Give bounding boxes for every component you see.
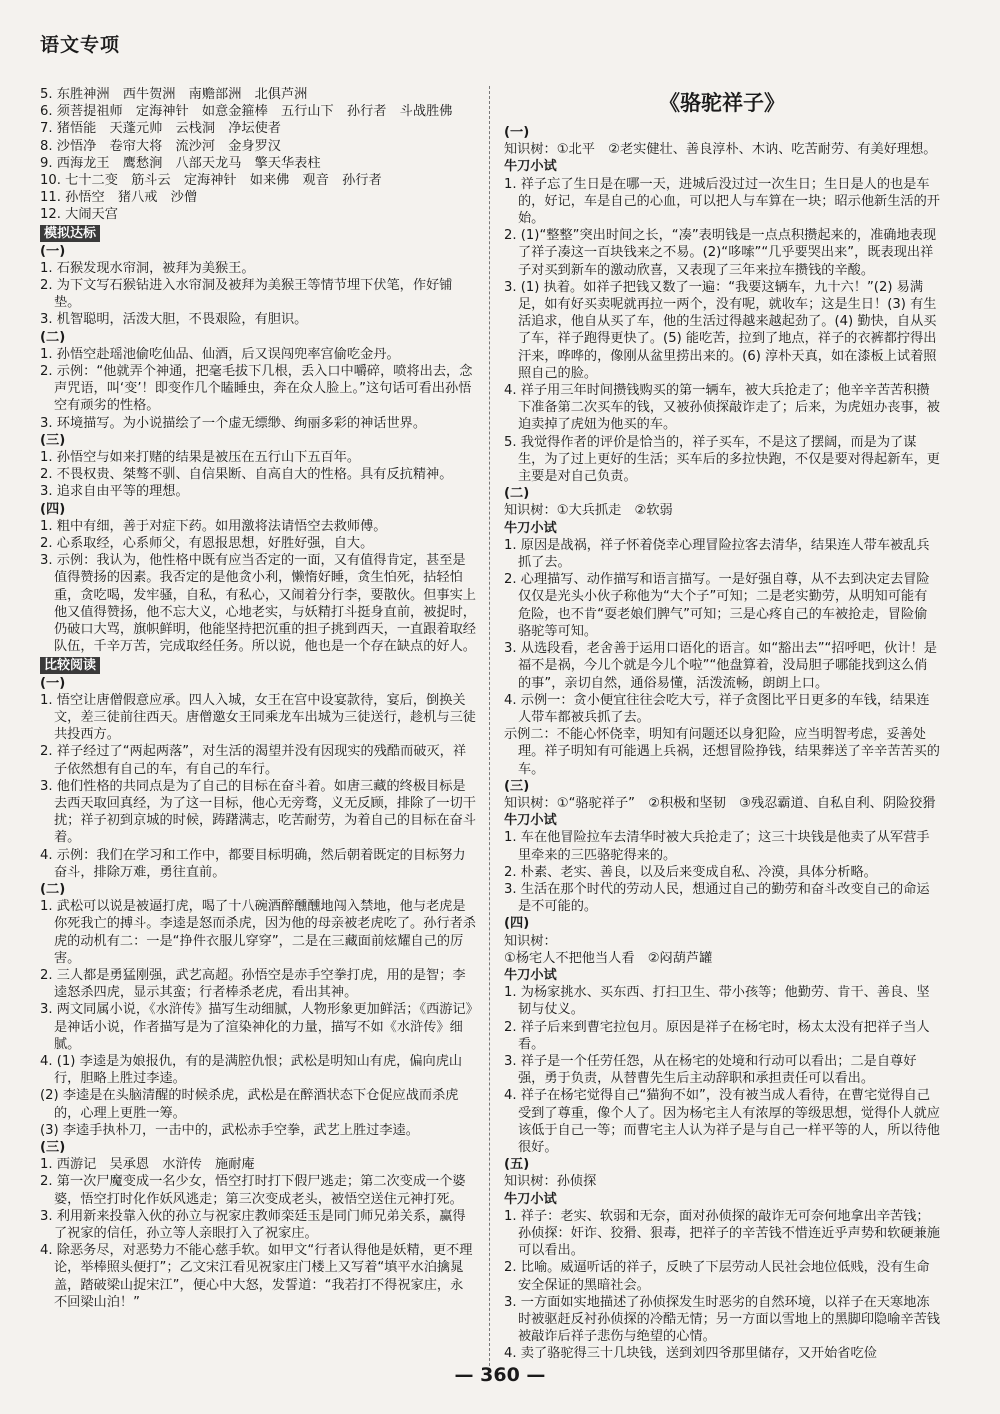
practice-heading: 牛刀小试	[504, 1191, 557, 1207]
list-item: 9. 西海龙王 鹰愁涧 八部天龙马 擎天华表柱	[40, 155, 321, 171]
knowledge-tree: 知识树：孙侦探	[504, 1174, 597, 1190]
section-tag-simulation: 模拟达标	[40, 225, 100, 242]
answer-item: 3. 从选段看，老舍善于运用口语化的语言。如“豁出去”“招呼吧，伙计！是福不是祸，今儿个就是今儿个啦”“他盘算着，没局胆子哪能找到这么俏的事”，亲切自然，通俗易懂，活泼流畅，朗朗上口。	[504, 641, 937, 691]
practice-heading: 牛刀小试	[504, 159, 557, 175]
answer-item: (2) 李逵是在头脑清醒的时候杀虎，武松是在醉酒状态下仓促应战而杀虎的，心理上更胜一筹。	[40, 1088, 459, 1121]
section-tag-comparison: 比较阅读	[40, 657, 100, 674]
answer-item: 2. 为下文写石猴钻进入水帘洞及被拜为美猴王等情节埋下伏笔，作好铺垫。	[40, 278, 453, 311]
list-item: 5. 东胜神洲 西牛贺洲 南赡部洲 北俱芦洲	[40, 87, 308, 102]
list-item: 6. 须菩提祖师 定海神针 如意金箍棒 五行山下 孙行者 斗战胜佛	[40, 104, 453, 120]
answer-item: 4. 示例一：贪小便宜往往会吃大亏，祥子贪图比平日更多的车钱，结果连人带车都被兵抓了去。	[504, 692, 930, 725]
answer-item: 4. 卖了骆驼得三十几块钱，送到刘四爷那里储存，又开始省吃俭	[504, 1346, 877, 1362]
answer-item: 1. 孙悟空与如来打赌的结果是被压在五行山下五百年。	[40, 450, 361, 466]
answer-item: 1. 原因是战祸，祥子怀着侥幸心理冒险拉客去清华，结果连人带车被乱兵抓了去。	[504, 537, 930, 571]
answer-item: 3. 追求自由平等的理想。	[40, 484, 189, 500]
subsection-heading: (二)	[40, 329, 66, 345]
right-column	[504, 86, 940, 1363]
subsection-heading: (一)	[504, 125, 530, 140]
answer-item: 2. 比喻。威逼听话的祥子，反映了下层劳动人民社会地位低贱，没有生命安全保证的黑暗社会。	[504, 1260, 930, 1293]
subsection-heading: (四)	[504, 916, 530, 932]
practice-heading: 牛刀小试	[504, 813, 557, 829]
knowledge-tree: 知识树：①北平 ②老实健壮、善良淳朴、木讷、吃苦耐劳、有美好理想。	[504, 142, 937, 158]
subsection-heading: (一)	[40, 243, 66, 259]
answer-item: 2. 第一次尸魔变成一名少女，悟空打时打下假尸逃走；第二次变成一个婆婆，悟空打时化作妖风逃走；第三次变成老头，被悟空送住元神打死。	[40, 1174, 466, 1207]
left-column	[40, 86, 476, 1311]
answer-item: 1. 粗中有细，善于对症下药。如用激将法请悟空去救师傅。	[40, 518, 387, 534]
answer-item: 2. 朴素、老实、善良，以及后来变成自私、冷漠，具体分析略。	[504, 864, 877, 880]
answer-item: 2. 心理描写、动作描写和语言描写。一是好强自尊，从不去到决定去冒险仅仅是光头小伙子称他为“大个子”可知；二是老实勤劳，从明知可能有危险，也不肯“耍老娘们脾气”可知；三是心疼自己的车被抢走，冒险偷骆驼等可知。	[504, 572, 930, 639]
practice-heading: 牛刀小试	[504, 520, 557, 536]
book-title: 《骆驼祥子》	[659, 90, 785, 115]
knowledge-tree-detail: ①杨宅人不把他当人看 ②闷葫芦罐	[504, 950, 713, 966]
answer-item: 1. 西游记 吴承恩 水浒传 施耐庵	[40, 1157, 255, 1173]
answer-item: 2. 祥子后来到曹宅拉包月。原因是祥子在杨宅时，杨太太没有把祥子当人看。	[504, 1019, 930, 1052]
answer-item: 4. (1) 李逵是为娘报仇，有的是满腔仇恨；武松是明知山有虎，偏向虎山行，胆略上胜过李逵。	[40, 1053, 463, 1087]
left-top-list	[40, 86, 476, 224]
answer-item: 1. 孙悟空赴瑶池偷吃仙品、仙酒，后又误闯兜率宫偷吃金丹。	[40, 346, 400, 362]
subsection-heading: (二)	[504, 486, 530, 502]
answer-item: 2. 心系取经，心系师父，有恩报思想，好胜好强，自大。	[40, 536, 374, 552]
answer-item: 4. 祥子用三年时间攒钱购买的第一辆车，被大兵抢走了；他辛辛苦苦积攒下准备第二次买车的钱，又被孙侦探敲诈走了；后来，为虎妞办丧事，被迫卖掉了虎妞为他买的车。	[504, 383, 940, 433]
answer-item: 3. (1) 执着。如祥子把钱又数了一遍：“我要这辆车，九十六！”(2) 易满足，如有好买卖呢就再拉一两个，没有呢，就收车；这是生日！(3) 有生活追求，他自从买了车，他的生活过得越来越起劲了。(4) 勤快，自从买了车，祥子跑得更快了。(5) 能吃苦，拉到了地点，祥子的衣裤都拧得出汗来，哗哗的，像刚从盆里捞出来的。(6) 淳朴天真，如在漆板上试着照照自己的脸。	[504, 279, 937, 381]
knowledge-tree: 知识树：	[504, 933, 557, 949]
answer-item: 3. 生活在那个时代的劳动人民，想通过自己的勤劳和奋斗改变自己的命运是不可能的。	[504, 881, 930, 915]
answer-item: 4. 祥子在杨宅觉得自己“猫狗不如”，没有被当成人看待，在曹宅觉得自己受到了尊重，像个人了。因为杨宅主人有浓厚的等级思想，觉得仆人就应该低于自己一等；而曹宅主人认为祥子是与自己一样平等的人，所以待他很好。	[504, 1088, 940, 1155]
answer-item: 4. 示例：我们在学习和工作中，都要目标明确，然后朝着既定的目标努力奋斗，排除万难，勇往直前。	[40, 847, 466, 880]
subsection-heading: (二)	[40, 881, 66, 897]
answer-item: 2. (1)“整整”突出时间之长，“凑”表明钱是一点点积攒起来的，准确地表现了祥子凑这一百块钱来之不易。(2)“哆嗦”“几乎要哭出来”，既表现出祥子对买到新车的激动欣喜，又表现了三年来拉车攒钱的辛酸。	[504, 228, 937, 278]
column-divider	[489, 86, 490, 1366]
answer-item: 2. 不畏权贵、桀骜不驯、自信果断、自高自大的性格。具有反抗精神。	[40, 467, 453, 483]
answer-item: 3. 环境描写。为小说描绘了一个虚无缥缈、绚丽多彩的神话世界。	[40, 415, 427, 431]
answer-item: (3) 李逵手执朴刀，一击中的，武松赤手空拳，武艺上胜过李逵。	[40, 1122, 419, 1138]
page-number: — 360 —	[454, 1364, 546, 1386]
knowledge-tree: 知识树：①“骆驼祥子” ②积极和坚韧 ③残忍霸道、自私自利、阴险狡猾	[504, 795, 936, 811]
practice-heading: 牛刀小试	[504, 967, 557, 983]
answer-item: 1. 石猴发现水帘洞，被拜为美猴王。	[40, 260, 255, 276]
subsection-heading: (三)	[40, 432, 66, 448]
list-item: 8. 沙悟净 卷帘大将 流沙河 金身罗汉	[40, 138, 281, 154]
answer-item: 2. 示例：“他就弄个神通，把毫毛拔下几根，丢入口中嚼碎，喷将出去，念声咒语，叫‘变’！即变作几个瞌睡虫，奔在众人脸上。”这句话可看出孙悟空有顽劣的性格。	[40, 364, 473, 414]
list-item: 7. 猪悟能 天蓬元帅 云栈洞 净坛使者	[40, 121, 281, 137]
answer-item: 1. 悟空让唐僧假意应承。四人入城，女王在宫中设宴款待，宴后，倒换关文，差三徒前往西天。唐僧邀女王同乘龙车出城为三徒送行，趁机与三徒共投西方。	[40, 692, 476, 743]
answer-item: 1. 祥子忘了生日是在哪一天，进城后没过过一次生日；生日是人的也是车的，好记，车是自己的心血，可以把人与车算在一块；昭示他新生活的开始。	[504, 176, 940, 227]
answer-item: 3. 示例：我认为，他性格中既有应当否定的一面，又有值得肯定，甚至是值得赞扬的因素。我否定的是他贪小利，懒惰好睡，贪生怕死，拈轻怕重，贪吃喝，发牢骚，自私，有私心，又闹着分行李，要散伙。但事实上他又值得赞扬，他不忘大义，心地老实，与妖精打斗挺身直前，被捉时，仍破口大骂，旗帜鲜明，他能坚持把沉重的担子挑到西天，一直跟着取经队伍，千辛万苦，完成取经任务。所以说，他也是一个存在缺点的好人。	[40, 553, 476, 655]
subsection-heading: (三)	[40, 1139, 66, 1155]
answer-item: 3. 祥子是一个任劳任怨，从在杨宅的处境和行动可以看出；二是自尊好强，勇于负责，从替曹先生后主动辞职和承担责任可以看出。	[504, 1053, 917, 1087]
answer-item: 2. 祥子经过了“两起两落”，对生活的渴望并没有因现实的残酷而破灭，祥子依然想有自己的车，有自己的车行。	[40, 744, 467, 777]
answer-item: 3. 他们性格的共同点是为了自己的目标在奋斗着。如唐三藏的终极目标是去西天取回真经，为了这一目标，他心无旁骛，义无反顾，排除了一切干扰；祥子初到京城的时候，踌躇满志，吃苦耐劳，为着自己的目标在奋斗着。	[40, 778, 476, 846]
answer-item: 示例二：不能心怀侥幸，明知有问题还以身犯险，应当明智考虑，妥善处理。祥子明知有可能遇上兵祸，还想冒险挣钱，结果葬送了辛辛苦苦买的车。	[504, 727, 940, 777]
page-header-title: 语文专项	[40, 34, 121, 56]
subsection-heading: (三)	[504, 778, 530, 794]
answer-item: 4. 除恶务尽，对恶势力不能心慈手软。如甲文“行者认得他是妖精，更不理论，举棒照头便打”；乙文宋江看见祝家庄门楼上又写着“填平水泊擒晁盖，踏破梁山捉宋江”，便心中大怒，发誓道：“我若打不得祝家庄，永不回梁山泊！”	[40, 1243, 473, 1310]
answer-item: 3. 两文同属小说，《水浒传》描写生动细腻，人物形象更加鲜活；《西游记》是神话小说，作者描写是为了渲染神化的力量，描写不如《水浒传》细腻。	[40, 1002, 473, 1052]
answer-item: 1. 车在他冒险拉车去清华时被大兵抢走了；这三十块钱是他卖了从军营手里牵来的三匹骆驼得来的。	[504, 830, 930, 863]
answer-item: 5. 我觉得作者的评价是恰当的，祥子买车，不是这了摆阔，而是为了谋生，为了过上更好的生活；买车后的多拉快跑，不仅是要对得起新车，更主要是对自己负责。	[504, 434, 940, 485]
answer-item: 2. 三人都是勇猛刚强，武艺高超。孙悟空是赤手空拳打虎，用的是智；李逵怒杀四虎，显示其蛮；行者棒杀老虎，看出其神。	[40, 967, 466, 1001]
subsection-heading: (五)	[504, 1157, 530, 1173]
answer-item: 1. 武松可以说是被逼打虎，喝了十八碗酒醉醺醺地闯入禁地，他与老虎是你死我亡的搏斗。李逵是怒而杀虎，因为他的母亲被老虎吃了。孙行者杀虎的动机有二：一是“挣件衣服儿穿穿”，二是在三藏面前炫耀自己的厉害。	[40, 899, 476, 966]
answer-item: 3. 机智聪明，活泼大胆，不畏艰险，有胆识。	[40, 312, 308, 328]
answer-item: 3. 利用新来投靠入伙的孙立与祝家庄教师栾廷玉是同门师兄弟关系，赢得了祝家的信任，孙立等人亲眼打入了祝家庄。	[40, 1208, 466, 1241]
answer-item: 1. 祥子：老实、软弱和无奈，面对孙侦探的敲诈无可奈何地拿出辛苦钱；孙侦探：奸诈、狡猾、狠毒，把祥子的辛苦钱不惜连近乎声势和软硬兼施可以看出。	[504, 1208, 940, 1259]
list-item: 12. 大闹天宫	[40, 207, 118, 223]
knowledge-tree: 知识树：①大兵抓走 ②软弱	[504, 503, 673, 519]
answer-item: 3. 一方面如实地描述了孙侦探发生时恶劣的自然环境，以祥子在天寒地冻时被驱赶反衬孙侦探的冷酷无情；另一方面以雪地上的黑脚印隐喻辛苦钱被敲诈后祥子悲伤与绝望的心情。	[504, 1294, 940, 1345]
list-item: 10. 七十二变 筋斗云 定海神针 如来佛 观音 孙行者	[40, 173, 382, 189]
list-item: 11. 孙悟空 猪八戒 沙僧	[40, 190, 198, 206]
subsection-heading: (一)	[40, 675, 66, 691]
subsection-heading: (四)	[40, 501, 66, 517]
answer-item: 1. 为杨家挑水、买东西、打扫卫生、带小孩等；他勤劳、肯干、善良、坚韧与仗义。	[504, 985, 930, 1018]
